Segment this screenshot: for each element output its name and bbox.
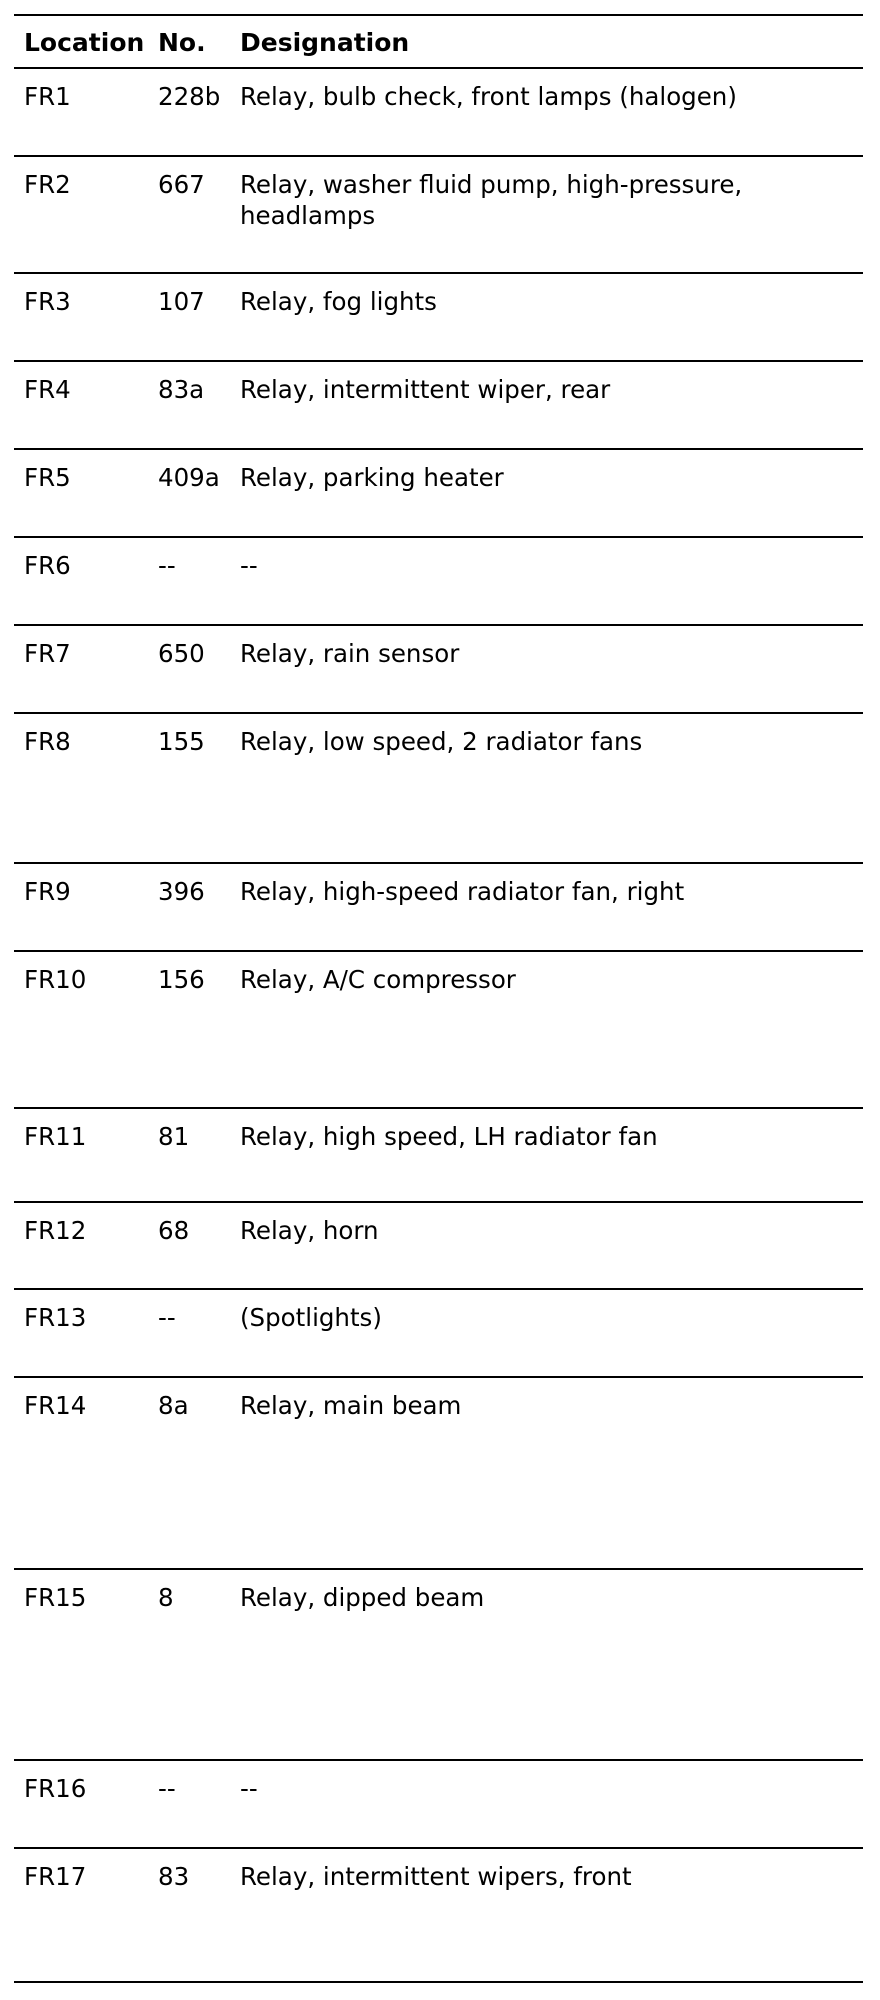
cell-location: FR12: [24, 1216, 87, 1245]
header-designation: Designation: [240, 28, 410, 57]
cell-designation: --: [240, 1774, 258, 1803]
table-row: [14, 1761, 863, 1849]
table-row: [14, 274, 863, 362]
cell-designation: Relay, parking heater: [240, 463, 504, 492]
cell-number: 409a: [158, 463, 220, 492]
table-row: [14, 1570, 863, 1761]
table-row: [14, 538, 863, 626]
table-row: [14, 1290, 863, 1378]
cell-number: 8a: [158, 1391, 189, 1420]
cell-number: --: [158, 551, 176, 580]
table-row: [14, 1109, 863, 1203]
cell-designation: Relay, intermittent wipers, front: [240, 1862, 632, 1891]
cell-number: --: [158, 1303, 176, 1332]
cell-designation: (Spotlights): [240, 1303, 382, 1332]
table-row: [14, 952, 863, 1109]
cell-designation: Relay, dipped beam: [240, 1583, 485, 1612]
cell-number: 81: [158, 1122, 190, 1151]
table-row: [14, 362, 863, 450]
header-location: Location: [24, 28, 145, 57]
cell-location: FR6: [24, 551, 71, 580]
table-row: [14, 69, 863, 157]
table-row: [14, 450, 863, 538]
cell-designation: Relay, rain sensor: [240, 639, 460, 668]
cell-number: 156: [158, 965, 205, 994]
cell-designation: Relay, washer fluid pump, high-pressure, headlamps: [240, 170, 743, 230]
cell-location: FR5: [24, 463, 71, 492]
cell-location: FR14: [24, 1391, 87, 1420]
cell-location: FR15: [24, 1583, 87, 1612]
cell-number: 650: [158, 639, 205, 668]
cell-location: FR3: [24, 287, 71, 316]
cell-location: FR7: [24, 639, 71, 668]
cell-designation: Relay, low speed, 2 radiator fans: [240, 727, 643, 756]
header-number: No.: [158, 28, 206, 57]
cell-location: FR1: [24, 82, 71, 111]
cell-number: 107: [158, 287, 205, 316]
cell-location: FR11: [24, 1122, 87, 1151]
cell-designation: Relay, intermittent wiper, rear: [240, 375, 611, 404]
table-row: [14, 714, 863, 864]
cell-number: 8: [158, 1583, 174, 1612]
cell-number: --: [158, 1774, 176, 1803]
table-row: [14, 864, 863, 952]
cell-designation: Relay, high speed, LH radiator fan: [240, 1122, 658, 1151]
cell-location: FR2: [24, 170, 71, 199]
cell-number: 228b: [158, 82, 221, 111]
cell-location: FR13: [24, 1303, 87, 1332]
cell-location: FR10: [24, 965, 87, 994]
table-row: [14, 1378, 863, 1570]
cell-designation: --: [240, 551, 258, 580]
table-body: [14, 69, 863, 1983]
table-row: [14, 1849, 863, 1983]
table-row: [14, 1203, 863, 1290]
cell-location: FR9: [24, 877, 71, 906]
cell-location: FR16: [24, 1774, 87, 1803]
cell-number: 68: [158, 1216, 190, 1245]
cell-designation: Relay, main beam: [240, 1391, 462, 1420]
table-row: [14, 157, 863, 274]
relay-table: [14, 14, 863, 1983]
cell-location: FR8: [24, 727, 71, 756]
cell-number: 667: [158, 170, 205, 199]
cell-number: 83: [158, 1862, 190, 1891]
cell-designation: Relay, horn: [240, 1216, 379, 1245]
cell-number: 396: [158, 877, 205, 906]
cell-number: 83a: [158, 375, 205, 404]
cell-designation: Relay, bulb check, front lamps (halogen): [240, 82, 737, 111]
table-row: [14, 626, 863, 714]
cell-designation: Relay, A/C compressor: [240, 965, 516, 994]
cell-designation: Relay, high-speed radiator fan, right: [240, 877, 685, 906]
cell-location: FR4: [24, 375, 71, 404]
cell-number: 155: [158, 727, 205, 756]
cell-location: FR17: [24, 1862, 87, 1891]
cell-designation: Relay, fog lights: [240, 287, 437, 316]
table-header-row: [14, 16, 863, 69]
